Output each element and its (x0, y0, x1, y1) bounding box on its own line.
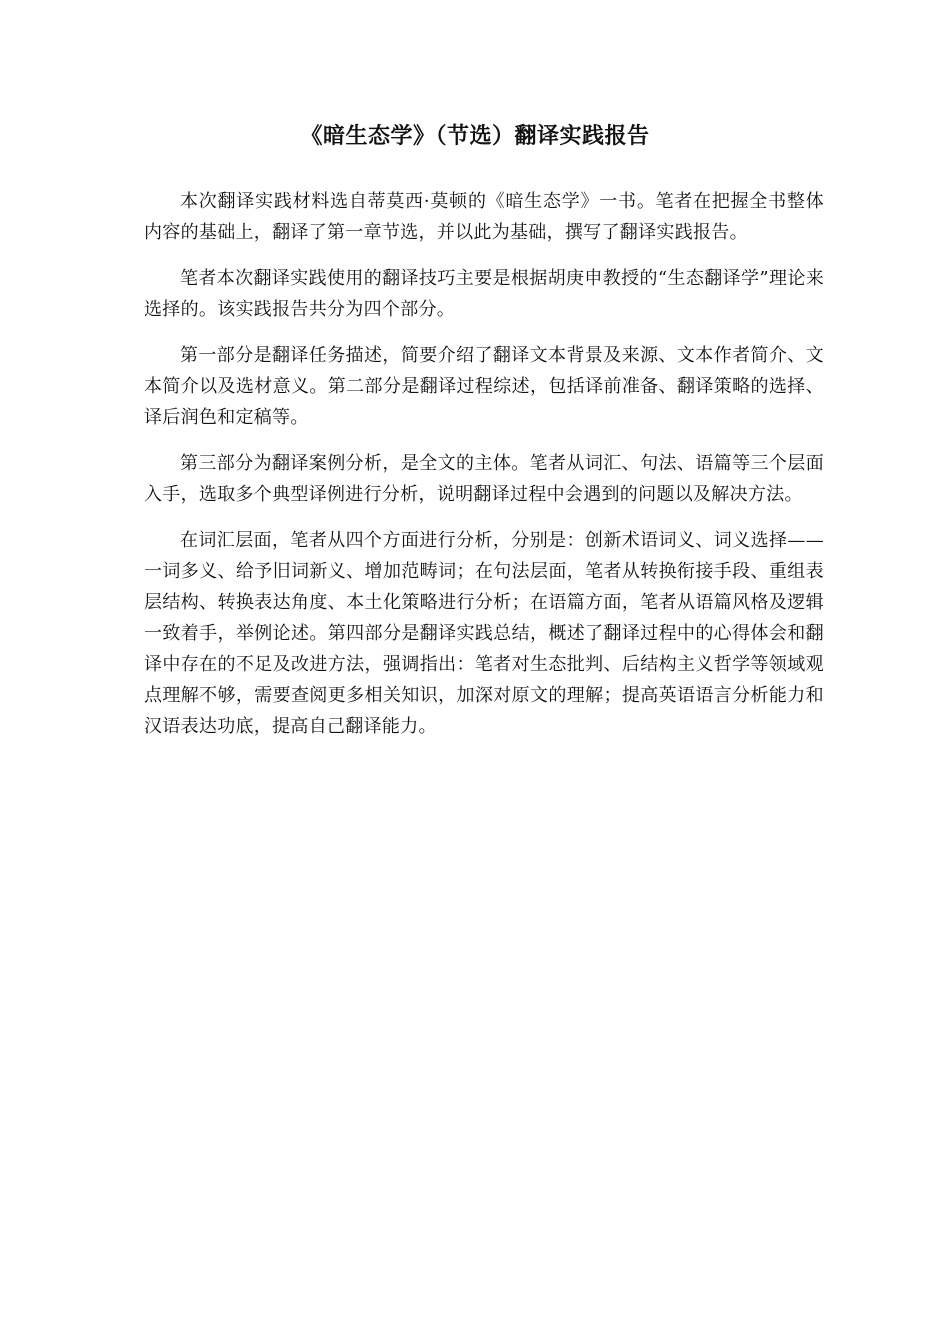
document-body (144, 186, 824, 757)
document-title: 《暗生态学》（节选）翻译实践报告 (300, 123, 650, 149)
paragraph-5: 在词汇层面，笔者从四个方面进行分析，分别是：创新术语词义、词义选择——一词多义、给予旧词新义、增加范畴词；在句法层面，笔者从转换衔接手段、重组表层结构、转换表达角度、本土化策略进行分析；在语篇方面，笔者从语篇风格及逻辑一致着手，举例论述。第四部分是翻译实践总结，概述了翻译过程中的心得体会和翻译中存在的不足及改进方法，强调指出：笔者对生态批判、后结构主义哲学等领域观点理解不够，需要查阅更多相关知识，加深对原文的理解；提高英语语言分析能力和汉语表达功底，提高自己翻译能力。 (144, 530, 824, 737)
paragraph-1: 本次翻译实践材料选自蒂莫西·莫顿的《暗生态学》一书。笔者在把握全书整体内容的基础上，翻译了第一章节选，并以此为基础，撰写了翻译实践报告。 (144, 191, 824, 243)
paragraph-3: 第一部分是翻译任务描述，简要介绍了翻译文本背景及来源、文本作者简介、文本简介以及选材意义。第二部分是翻译过程综述，包括译前准备、翻译策略的选择、译后润色和定稿等。 (144, 345, 824, 428)
paragraph-4: 第三部分为翻译案例分析，是全文的主体。笔者从词汇、句法、语篇等三个层面入手，选取多个典型译例进行分析，说明翻译过程中会遇到的问题以及解决方法。 (144, 453, 824, 505)
paragraph-2: 笔者本次翻译实践使用的翻译技巧主要是根据胡庚申教授的“生态翻译学”理论来选择的。该实践报告共分为四个部分。 (144, 268, 824, 320)
